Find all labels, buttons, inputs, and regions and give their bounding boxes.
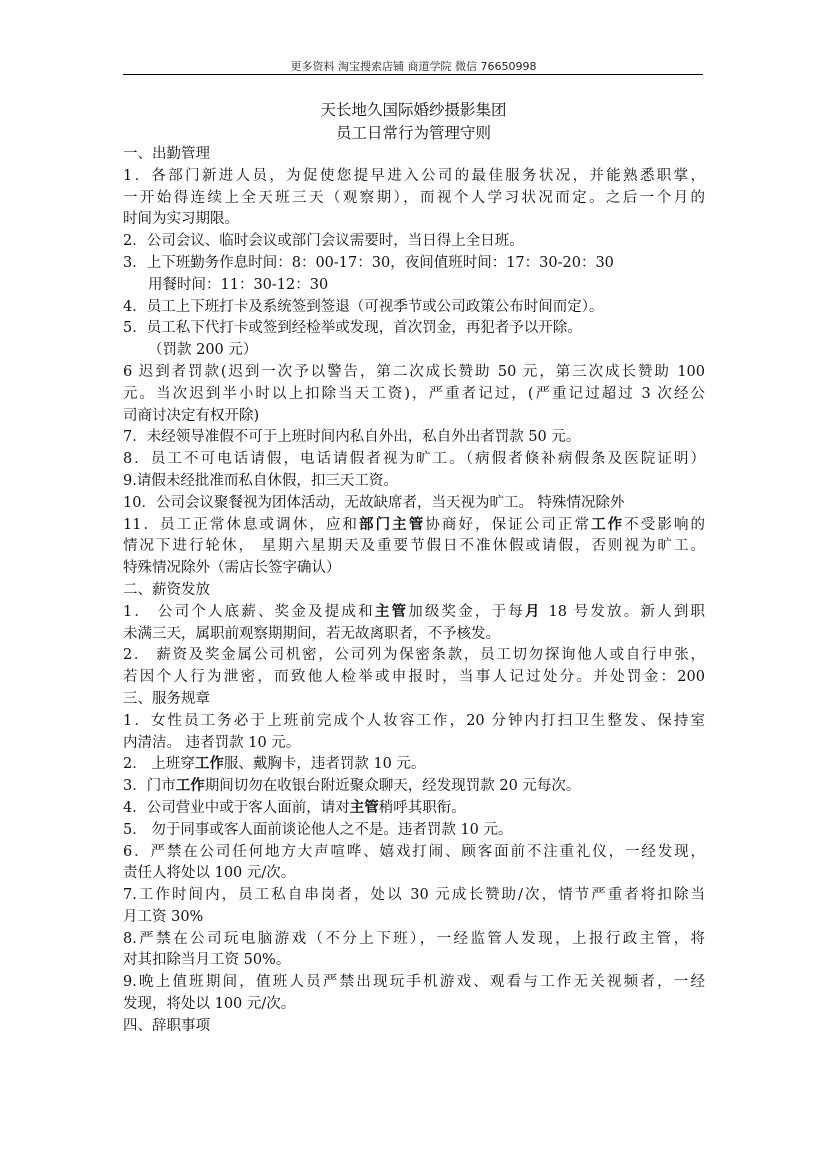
text-line: 用餐时间：11：30-12：30 <box>148 276 329 293</box>
text-segment: 11．员工正常休息或调休，应和 <box>123 516 359 533</box>
text-line: 时间为实习期限。 <box>123 211 239 228</box>
text-line: 9.请假未经批准而私自休假，扣三天工资。 <box>123 472 398 489</box>
text-line: 四、辞职事项 <box>123 1017 210 1034</box>
text-line: 特殊情况除外（需店长签字确认） <box>123 560 341 577</box>
text-line: 6．严禁在公司任何地方大声喧哗、嬉戏打闹、顾客面前不注重礼仪，一经发现， <box>123 843 705 860</box>
text-line: 4．员工上下班打卡及系统签到签退（可视季节或公司政策公布时间而定）。 <box>123 298 604 315</box>
text-line <box>123 515 705 537</box>
text-segment: 4．公司营业中或于客人面前，请对 <box>123 799 350 816</box>
bold-text: 部门主管 <box>359 516 426 533</box>
text-line: 内清洁。 违者罚款 10 元。 <box>123 734 301 751</box>
text-segment: 3．门市 <box>123 778 176 795</box>
text-segment: 期间切勿在收银台附近聚众聊天，经发现罚款 20 元每次。 <box>204 778 581 795</box>
text-line: 6 迟到者罚款(迟到一次予以警告，第二次成长赞助 50 元，第三次成长赞助 100 <box>123 363 705 380</box>
bold-text: 主管 <box>349 799 379 816</box>
text-line: 10．公司会议聚餐视为团体活动，无故缺席者，当天视为旷工。 特殊情况除外 <box>123 494 625 511</box>
text-line: 9.晚上值班期间，值班人员严禁出现玩手机游戏、观看与工作无关视频者，一经 <box>123 974 705 991</box>
text-line: 司商讨决定有权开除) <box>123 407 260 424</box>
text-segment: 服、戴胸卡，违者罚款 10 元。 <box>223 756 426 773</box>
text-line: 责任人将处以 100 元/次。 <box>123 865 296 882</box>
text-line: 情况下进行轮休， 星期六星期天及重要节假日不准休假或请假，否则视为旷工。 <box>123 538 705 555</box>
text-line <box>123 754 705 776</box>
text-line: （罚款 200 元） <box>148 342 258 359</box>
text-line: 7．未经领导准假不可于上班时间内私自外出，私自外出者罚款 50 元。 <box>123 429 581 446</box>
document-body <box>123 144 705 1038</box>
text-line: 7.工作时间内，员工私自串岗者，处以 30 元成长赞助/次，情节严重者将扣除当 <box>123 887 705 904</box>
text-line: 发现，将处以 100 元/次。 <box>123 996 296 1013</box>
text-line: 三、服务规章 <box>123 690 210 707</box>
bold-text: 工作 <box>591 516 625 533</box>
document-subtitle: 员工日常行为管理守则 <box>335 124 491 142</box>
text-segment: 1． 公司个人底薪、奖金及提成和 <box>123 603 375 620</box>
text-line: 5． 勿于同事或客人面前谈论他人之不是。违者罚款 10 元。 <box>123 821 513 838</box>
text-segment: 协商好，保证公司正常 <box>425 516 592 533</box>
text-line: 2．公司会议、临时会议或部门会议需要时，当日得上全日班。 <box>123 233 524 250</box>
text-line: 对其扣除当月工资 50%。 <box>123 952 291 969</box>
text-line: 一开始得连续上全天班三天（观察期），而视个人学习状况而定。之后一个月的 <box>123 189 705 206</box>
bold-text: 月 <box>524 603 542 620</box>
text-segment: 18 号发放。新人到职 <box>541 603 706 620</box>
page-header: 更多资料 淘宝搜索店铺 商道学院 微信 76650998 <box>290 60 537 73</box>
text-line: 5．员工私下代打卡或签到经检举或发现，首次罚金，再犯者予以开除。 <box>123 320 582 337</box>
text-line <box>123 776 705 798</box>
document-title: 天长地久国际婚纱摄影集团 <box>320 101 507 119</box>
text-line: 3．上下班勤务作息时间：8：00-17：30，夜间值班时间：17：30-20：30 <box>123 254 614 271</box>
text-line: 8.严禁在公司玩电脑游戏（不分上下班），一经监管人发现，上报行政主管，将 <box>123 930 705 947</box>
text-line: 二、薪资发放 <box>123 581 210 598</box>
text-segment: 稍呼其职衔。 <box>378 799 466 816</box>
text-line <box>123 798 705 820</box>
text-line: 1．各部门新进人员，为促使您提早进入公司的最佳服务状况，并能熟悉职掌， <box>123 167 705 184</box>
text-line: 8．员工不可电话请假，电话请假者视为旷工。（病假者倏补病假条及医院证明） <box>123 451 705 468</box>
text-line: 一、出勤管理 <box>123 146 210 162</box>
header-divider <box>123 74 703 75</box>
text-line: 若因个人行为泄密，而致他人检举或申报时，当事人记过处分。并处罚金：200 <box>123 669 705 686</box>
text-segment: 加级奖金，于每 <box>408 603 525 620</box>
text-line: 月工资 30% <box>123 908 204 925</box>
text-segment: 不受影响的 <box>624 516 706 533</box>
bold-text: 工作 <box>175 778 205 795</box>
text-line: 元。当次迟到半小时以上扣除当天工资)，严重者记过，(严重记过超过 3 次经公 <box>123 385 705 402</box>
bold-text: 主管 <box>374 603 409 620</box>
bold-text: 工作 <box>194 756 224 773</box>
text-line: 未满三天，属职前观察期期间，若无故离职者，不予核发。 <box>123 625 500 642</box>
text-line <box>123 602 705 624</box>
text-line: 1．女性员工务必于上班前完成个人妆容工作，20 分钟内打扫卫生整发、保持室 <box>123 712 705 729</box>
text-segment: 2． 上班穿 <box>123 756 195 773</box>
text-line: 2． 薪资及奖金属公司机密，公司列为保密条款，员工切勿探询他人或自行申张， <box>123 647 705 664</box>
